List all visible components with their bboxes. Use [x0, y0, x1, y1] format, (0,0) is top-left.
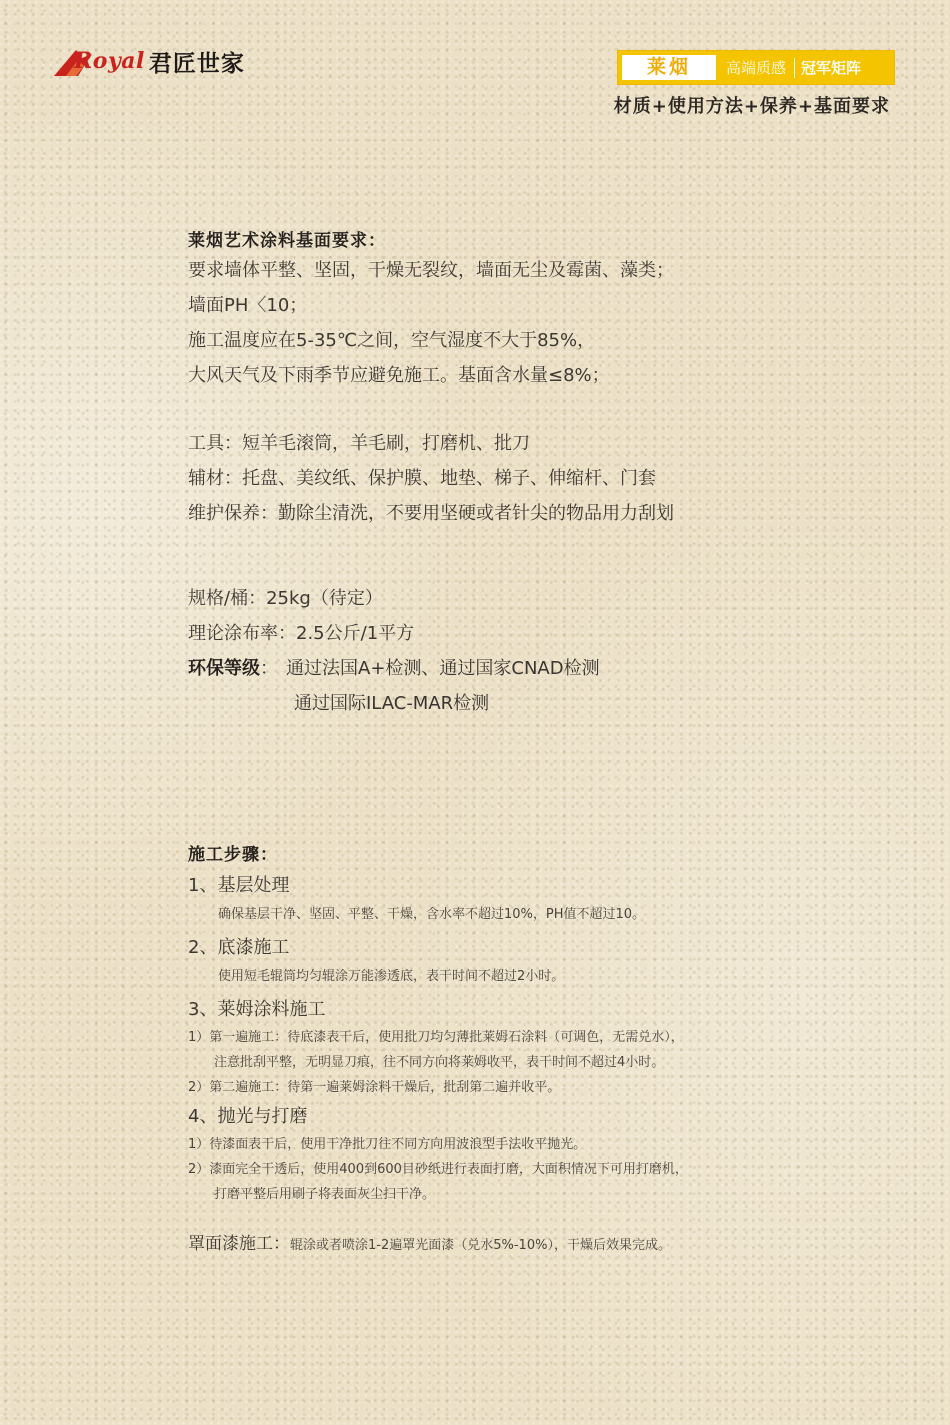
- step-title: 4、抛光与打磨: [188, 1106, 308, 1127]
- slogan-tag: 冠军矩阵: [801, 59, 862, 77]
- step-title: 3、莱姆涂料施工: [188, 999, 326, 1020]
- requirement-line: 施工温度应在5-35℃之间，空气湿度不大于85%，: [188, 330, 596, 351]
- env-rating-row: [188, 651, 600, 686]
- step-title: 1、基层处理: [188, 875, 290, 896]
- step-substep: 打磨平整后用刷子将表面灰尘扫干净。: [214, 1187, 436, 1202]
- topcoat-row: [188, 1229, 688, 1254]
- brand-logo: [52, 44, 245, 78]
- requirement-line: 墙面PH〈10；: [188, 295, 308, 316]
- specs-section: [188, 581, 600, 721]
- logo-brand-text: Royal: [74, 48, 145, 74]
- requirement-line: 要求墙体平整、坚固，干燥无裂纹，墙面无尘及霉菌、藻类；: [188, 260, 674, 281]
- steps-section: [188, 840, 688, 1254]
- materials-line: 辅材：托盘、美纹纸、保护膜、地垫、梯子、伸缩杆、门套: [188, 468, 656, 489]
- maintenance-line: 维护保养：勤除尘清洗，不要用坚硬或者针尖的物品用力刮划: [188, 503, 674, 524]
- env-rating-line: 通过国际ILAC-MAR检测: [294, 693, 490, 714]
- tools-section: [188, 426, 674, 531]
- requirements-heading: 莱烟艺术涂料基面要求：: [188, 231, 386, 251]
- steps-heading: 施工步骤：: [188, 845, 278, 865]
- step-substep: 2）漆面完全干透后，使用400到600目砂纸进行表面打磨，大面积情况下可用打磨机，: [188, 1162, 688, 1177]
- topcoat-text: 辊涂或者喷涂1-2遍罩光面漆（兑水5%-10%），干燥后效果完成。: [290, 1238, 671, 1253]
- requirements-section: [188, 226, 674, 393]
- coverage-line: 理论涂布率：2.5公斤/1平方: [188, 623, 415, 644]
- product-tag-bar: [617, 50, 895, 85]
- spec-line: 规格/桶：25kg（待定）: [188, 588, 383, 609]
- tools-line: 工具：短羊毛滚筒，羊毛刷，打磨机、批刀: [188, 433, 530, 454]
- step-substep: 2）第二遍施工：待第一遍莱姆涂料干燥后，批刮第二遍并收平。: [188, 1080, 561, 1095]
- page-subtitle: 材质+使用方法+保养+基面要求: [613, 96, 890, 117]
- step-substep: 1）待漆面表干后，使用干净批刀往不同方向用波浪型手法收平抛光。: [188, 1137, 587, 1152]
- topcoat-label: 罩面漆施工：: [188, 1234, 290, 1254]
- logo-chinese-name: 君匠世家: [148, 49, 245, 77]
- env-rating-label: 环保等级: [188, 658, 260, 679]
- env-rating-line: 通过法国A+检测、通过国家CNAD检测: [286, 658, 600, 679]
- step-substep: 注意批刮平整，无明显刀痕，往不同方向将莱姆收平，表干时间不超过4小时。: [214, 1055, 665, 1070]
- env-rating-colon: ：: [260, 658, 278, 679]
- tag-divider: [794, 58, 795, 78]
- requirement-line: 大风天气及下雨季节应避免施工。基面含水量≤8%；: [188, 365, 610, 386]
- step-detail: 确保基层干净、坚固、平整、干燥，含水率不超过10%，PH值不超过10。: [218, 907, 646, 922]
- step-title: 2、底漆施工: [188, 937, 290, 958]
- step-substep: 1）第一遍施工：待底漆表干后，使用批刀均匀薄批莱姆石涂料（可调色，无需兑水），: [188, 1030, 684, 1045]
- step-detail: 使用短毛辊筒均匀辊涂万能渗透底，表干时间不超过2小时。: [218, 969, 565, 984]
- quality-tag: 高端质感: [726, 59, 787, 77]
- product-name-tag: 莱烟: [622, 55, 716, 80]
